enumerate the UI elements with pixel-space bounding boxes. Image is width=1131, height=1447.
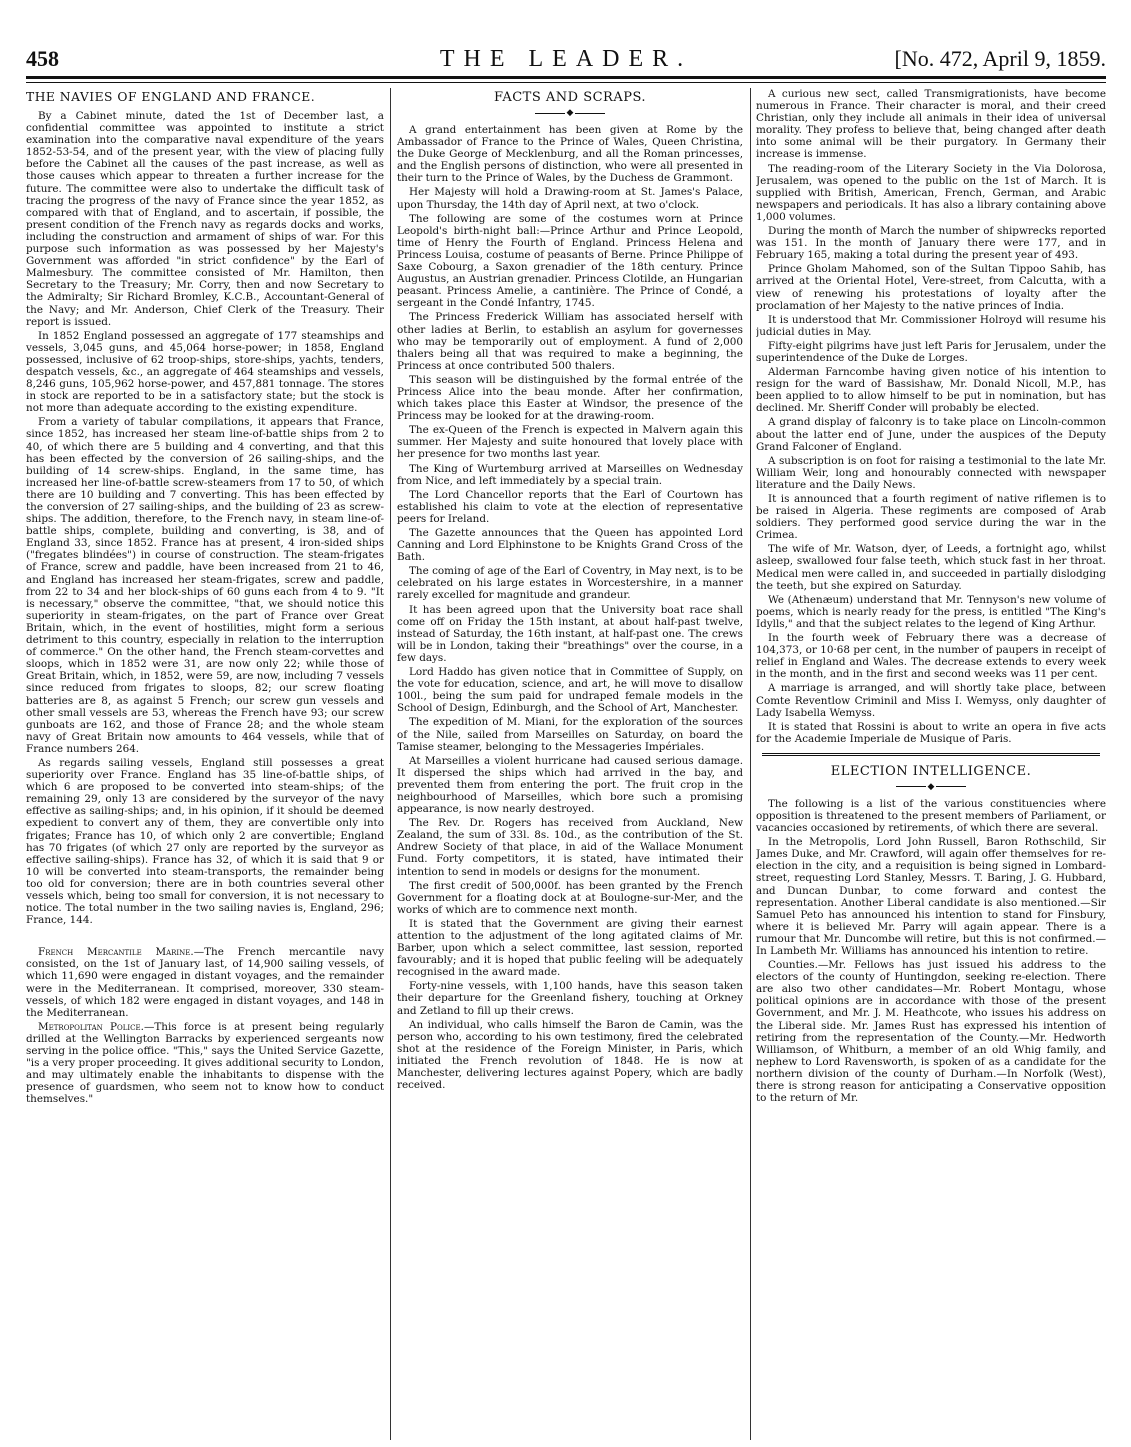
spacer bbox=[26, 928, 384, 946]
issue-line: [No. 472, April 9, 1859. bbox=[894, 46, 1106, 71]
news-item: The King of Wurtemburg arrived at Marseilles on Wednesday from Nice, and left immediately by a special train. bbox=[397, 462, 743, 487]
news-item: The Lord Chancellor reports that the Earl of Courtown has established his claim to vote at the election of representative peers for Ireland. bbox=[397, 488, 743, 525]
news-item: The expedition of M. Miani, for the exploration of the sources of the Nile, sailed from Marseilles on Saturday, on board the Tamise steamer, belonging to the Messageries Impériales. bbox=[397, 716, 743, 753]
news-item: A curious new sect, called Transmigrationists, have become numerous in France. Their character is moral, and their creed Christian, only they include all animals in their idea of universal morality. They profess to believe that, being changed after death into some animal will be their purgatory. In Germany their increase is immense. bbox=[756, 88, 1106, 161]
election-paragraph: In the Metropolis, Lord John Russell, Baron Rothschild, Sir James Duke, and Mr. Crawford, will again offer themselves for re-election in the city, and a requisition is being signed in Lombard-street, requesting Lord Stanley, Messrs. T. Baring, J. G. Hubbard, and Duncan Dunbar, to come forward and contest the representation. Another Liberal candidate is also mentioned.—Sir Samuel Peto has announced his intention to stand for Finsbury, where it is believed Mr. Parry will again appear. There is a rumour that Mr. Duncombe will retire, but this is not confirmed.—In Lambeth Mr. Williams has announced his intention to retire. bbox=[756, 836, 1106, 957]
article-paragraph: As regards sailing vessels, England still possesses a great superiority over France. England has 35 line-of-battle ships, of which 6 are proposed to be converted into steam-ships; of the remaining 29, only 13 are considered by the surveyor of the navy effective as sailing-ships; and, in his opinion, if it should be deemed expedient to convert any of them, they are convertible only into frigates; France has 10, of which only 2 are convertible; England has 70 frigates (of which 27 only are reported by the surveyor as effective sailing-ships). France has 32, of which it is said that 9 or 10 will be converted into steam-transports, the remainder being too old for conversion; there are in both countries several other vessels which, being too small for conversion, it is not necessary to notice. The total number in the two sailing navies is, England, 296; France, 144. bbox=[26, 756, 384, 927]
news-item: The coming of age of the Earl of Coventry, in May next, is to be celebrated on his large estates in Worcestershire, in a manner rarely excelled for magnitude and grandeur. bbox=[397, 565, 743, 602]
paragraph-body: —This force is at present being regularly drilled at the Wellington Barracks by experienced sergeants now serving in the police office. "This," says the United Service Gazette, "is a very proper proceeding. It gives additional security to London, and may ultimately enable the inhabitants to dispense with the presence of guardsmen, who seem not to know how to conduct themselves." bbox=[26, 1020, 384, 1106]
section-heading-facts: FACTS AND SCRAPS. bbox=[493, 90, 647, 105]
election-paragraph: Counties.—Mr. Fellows has just issued his address to the electors of the county of Huntingdon, seeking re-election. There are also two other candidates—Mr. Robert Montagu, whose political opinions are in accordance with those of the present Government, and Mr. J. M. Heathcote, who issues his address on the Liberal side. Mr. James Rust has expressed his intention of retiring from the representation of the County.—Mr. Hedworth Williamson, of Whitburn, a member of an old Whig family, and nephew to Lord Ravensworth, is spoken of as a candidate for the northern division of the county of Durham.—In Norfolk (West), there is strong reason for anticipating a Conservative opposition to the return of Mr. bbox=[756, 959, 1106, 1105]
news-item: Her Majesty will hold a Drawing-room at St. James's Palace, upon Thursday, the 14th day of April next, at two o'clock. bbox=[397, 186, 743, 211]
news-item: The reading-room of the Literary Society in the Via Dolorosa, Jerusalem, was opened to the public on the 1st of March. It is supplied with British, American, French, German, and Arabic newspapers and periodicals. It has also a library containing above 1,000 volumes. bbox=[756, 162, 1106, 223]
ornament-divider: ◆ bbox=[756, 782, 1106, 792]
news-item: The Gazette announces that the Queen has appointed Lord Canning and Lord Elphinstone to be Knights Grand Cross of the Bath. bbox=[397, 527, 743, 564]
news-item: A subscription is on foot for raising a testimonial to the late Mr. William Weir, long and honourably connected with newspaper literature and the Daily News. bbox=[756, 454, 1106, 491]
news-item: An individual, who calls himself the Baron de Camin, was the person who, according to his own testimony, fired the celebrated shot at the residence of the Foreign Minister, in Paris, which initiated the French revolution of 1848. He is now at Manchester, delivering lectures against Popery, which are badly received. bbox=[397, 1018, 743, 1092]
article-paragraph bbox=[26, 1021, 384, 1106]
paper-title: THE LEADER. bbox=[439, 46, 693, 72]
page-number: 458 bbox=[26, 46, 59, 71]
article-heading-navies: THE NAVIES OF ENGLAND AND FRANCE. bbox=[26, 90, 316, 104]
news-item: In the fourth week of February there was a decrease of 104,373, or 10·68 per cent, in the number of paupers in receipt of relief in England and Wales. The decrease extends to every week in the month, and in the first and second weeks was 11 per cent. bbox=[756, 632, 1106, 681]
news-item: It is announced that a fourth regiment of native riflemen is to be raised in Algeria. These regiments are composed of Arab soldiers. They performed good service during the war in the Crimea. bbox=[756, 493, 1106, 542]
news-item: A marriage is arranged, and will shortly take place, between Comte Reventlow Criminil and Miss I. Wemyss, only daughter of Lady Isabella Wemyss. bbox=[756, 682, 1106, 719]
article-paragraph bbox=[26, 946, 384, 1019]
news-item: It has been agreed upon that the University boat race shall come off on Friday the 15th instant, at about half-past twelve, instead of Saturday, the 16th instant, at half-past one. The crews will be in London, taking their "breathings" over the course, in a few days. bbox=[397, 603, 743, 664]
section-rule bbox=[762, 753, 1100, 756]
news-item: Fifty-eight pilgrims have just left Paris for Jerusalem, under the superintendence of the Duke de Lorges. bbox=[756, 339, 1106, 364]
section-heading-election: ELECTION INTELLIGENCE. bbox=[830, 763, 1032, 779]
election-paragraph: The following is a list of the various constituencies where opposition is threatened to the present members of Parliament, or vacancies occasioned by retirements, of which there are several. bbox=[756, 797, 1106, 835]
column-divider bbox=[750, 88, 751, 1440]
article-paragraph: By a Cabinet minute, dated the 1st of December last, a confidential committee was appointed to institute a strict examination into the comparative naval expenditure of the years 1852-53-54, and of the present year, with the view of placing fully before the Cabinet all the causes of the past increase, as well as those causes which appear to threaten a further increase for the future. The committee were also to undertake the difficult task of tracing the progress of the navy of France since the year 1852, as compared with that of England, and to ascertain, if possible, the present condition of the French navy as regards docks and works, including the construction and armament of ships of war. For this purpose such information as was possessed by her Majesty's Government was afforded "in strict confidence" by the Earl of Malmesbury. The committee consisted of Mr. Hamilton, then Secretary to the Treasury; Mr. Corry, then and now Secretary to the Admiralty; Sir Richard Bromley, K.C.B., Accountant-General of the Navy; and Mr. Anderson, Chief Clerk of the Treasury. Their report is issued. bbox=[26, 110, 384, 328]
paragraph-body: —The French mercantile navy consisted, on the 1st of January last, of 14,900 sailing vessels, of which 11,690 were engaged in distant voyages, and the remainder were in the Mediterranean. It comprised, moreover, 330 steam-vessels, of which 182 were engaged in distant voyages, and 148 in the Mediterranean. bbox=[26, 946, 384, 1019]
masthead bbox=[26, 46, 1106, 86]
news-item: The following are some of the costumes worn at Prince Leopold's birth-night ball:—Prince Arthur and Prince Leopold, time of Henry the Fourth of England. Princess Helena and Princess Louisa, costume of peasants of Berne. Prince Philippe of Saxe Cobourg, a Saxon grenadier of the 18th century. Prince Augustus, an Austrian grenadier. Princess Clotilde, an Hungarian peasant. Princess Amelie, a cantinière. The Prince of Condé, a sergeant in the Condé Infantry, 1745. bbox=[397, 212, 743, 310]
news-item: The ex-Queen of the French is expected in Malvern again this summer. Her Majesty and suite honoured that lovely place with her presence for two months last year. bbox=[397, 424, 743, 461]
news-item: The Rev. Dr. Rogers has received from Auckland, New Zealand, the sum of 33l. 8s. 10d., as the contribution of the St. Andrew Society of that place, in aid of the Wallace Monument Fund. Forty competitors, it is stated, have intimated their intention to send in models or designs for the monument. bbox=[397, 817, 743, 878]
paragraph-lead: Metropolitan Police. bbox=[38, 1020, 144, 1033]
masthead-rule-thin bbox=[26, 82, 1106, 83]
ornament-divider: ◆ bbox=[397, 108, 743, 118]
news-item: Forty-nine vessels, with 1,100 hands, have this season taken their departure for the Greenland fishery, touching at Orkney and Zetland to fill up their crews. bbox=[397, 980, 743, 1017]
column-2 bbox=[397, 88, 743, 1440]
news-item: Alderman Farncombe having given notice of his intention to resign for the ward of Bassishaw, Mr. Donald Nicoll, M.P., has been applied to to allow himself to be put in nomination, but has declined. Mr. Sheriff Conder will probably be elected. bbox=[756, 366, 1106, 415]
news-item: It is stated that the Government are giving their earnest attention to the adjustment of the long agitated claims of Mr. Barber, upon which a select committee, last session, reported favourably; and it is hoped that public feeling will be adequately recognised in the award made. bbox=[397, 917, 743, 979]
news-item: A grand display of falconry is to take place on Lincoln-common about the latter end of June, under the auspices of the Deputy Grand Falconer of England. bbox=[756, 416, 1106, 453]
news-item: At Marseilles a violent hurricane had caused serious damage. It dispersed the ships which had arrived in the bay, and prevented them from entering the port. The fruit crop in the neighbourhood of Marseilles, which bore such a promising appearance, is now nearly destroyed. bbox=[397, 754, 743, 816]
article-paragraph: From a variety of tabular compilations, it appears that France, since 1852, has increased her steam line-of-battle ships from 2 to 40, of which there are 5 building and 4 converting, and that this has been effected by the conversion of 26 sailing-ships, and the building of 14 screw-ships. England, in the same time, has increased her line-of-battle screw-steamers from 17 to 50, of which there are 10 building and 7 converting. This has been effected by the conversion of 27 sailing-ships, and the building of 23 as screw-ships. The addition, therefore, to the French navy, in steam line-of-battle ships, complete, building and converting, is 38, and of England 33, since 1852. France has at present, 4 iron-sided ships ("fregates blindées") in course of construction. The steam-frigates of France, screw and paddle, have been increased from 21 to 46, and England has increased her steam-frigates, screw and paddle, from 22 to 34 and her block-ships of 60 guns each from 4 to 9. "It is necessary," observe the committee, "that, we should notice this superiority in steam-frigates, on the part of France over Great Britain, which, in the event of hostilities, might form a serious detriment to this country, especially in relation to the interruption of commerce." On the other hand, the French steam-corvettes and sloops, which in 1852 were 31, are now only 22; while those of Great Britain, which, in 1852, were 59, are now, including 7 vessels since reduced from frigates to sloops, 82; our screw floating batteries are 8, as against 5 French; our screw gun vessels and other small vessels are 53, whereas the French have 93; our screw gunboats are 162, and those of France 28; and the whole steam navy of Great Britain now amounts to 464 vessels, while that of France numbers 264. bbox=[26, 416, 384, 755]
news-item: During the month of March the number of shipwrecks reported was 151. In the month of January there were 177, and in February 165, making a total during the present year of 493. bbox=[756, 225, 1106, 262]
news-item: We (Athenæum) understand that Mr. Tennyson's new volume of poems, which is nearly ready for the press, is entitled "The King's Idylls," and that the subject relates to the legend of King Arthur. bbox=[756, 593, 1106, 630]
news-item: The first credit of 500,000f. has been granted by the French Government for a floating dock at at Boulogne-sur-Mer, and the works of which are to commence next month. bbox=[397, 879, 743, 916]
article-paragraph: In 1852 England possessed an aggregate of 177 steamships and vessels, 3,045 guns, and 45,064 horse-power; in 1858, England possessed, inclusive of 62 troop-ships, store-ships, yachts, tenders, despatch vessels, &c., an aggregate of 464 steamships and vessels, 8,246 guns, 105,962 horse-power, and 457,881 tonnage. The stores in stock are reported to be in a satisfactory state; but the stock is not more than adequate according to the existing expenditure. bbox=[26, 329, 384, 415]
news-item: This season will be distinguished by the formal entrée of the Princess Alice into the beau monde. After her confirmation, which takes place this Easter at Windsor, the presence of the Princess may be looked for at the drawing-room. bbox=[397, 373, 743, 423]
masthead-rule bbox=[26, 76, 1106, 79]
news-item: It is stated that Rossini is about to write an opera in five acts for the Academie Imperiale de Musique of Paris. bbox=[756, 720, 1106, 745]
column-divider bbox=[390, 88, 391, 1440]
column-1 bbox=[26, 88, 384, 1440]
news-item: The wife of Mr. Watson, dyer, of Leeds, a fortnight ago, whilst asleep, swallowed four false teeth, which stuck fast in her throat. Medical men were called in, and succeeded in partially dislodging the teeth, but she expired on Saturday. bbox=[756, 543, 1106, 592]
news-item: It is understood that Mr. Commissioner Holroyd will resume his judicial duties in May. bbox=[756, 313, 1106, 338]
news-item: Lord Haddo has given notice that in Committee of Supply, on the vote for education, science, and art, he will move to disallow 100l., being the sum paid for undraped female models in the School of Design, Edinburgh, and the School of Art, Manchester. bbox=[397, 666, 743, 715]
paragraph-lead: French Mercantile Marine. bbox=[38, 946, 194, 959]
column-3 bbox=[756, 88, 1106, 1440]
news-item: Prince Gholam Mahomed, son of the Sultan Tippoo Sahib, has arrived at the Oriental Hotel, Vere-street, from Calcutta, with a view of renewing his protestations of loyalty after the proclamation of her Majesty to the native princes of India. bbox=[756, 263, 1106, 312]
news-item: The Princess Frederick William has associated herself with other ladies at Berlin, to establish an asylum for governesses who may be temporarily out of employment. A fund of 2,000 thalers being all that was required to make a beginning, the Princess at once contributed 500 thalers. bbox=[397, 311, 743, 372]
news-item: A grand entertainment has been given at Rome by the Ambassador of France to the Prince of Wales, Queen Christina, the Duke George of Mecklenburg, and all the Roman princesses, and the English persons of distinction, who were all presented in their turn to the Prince of Wales, by the Duchess de Grammont. bbox=[397, 124, 743, 185]
